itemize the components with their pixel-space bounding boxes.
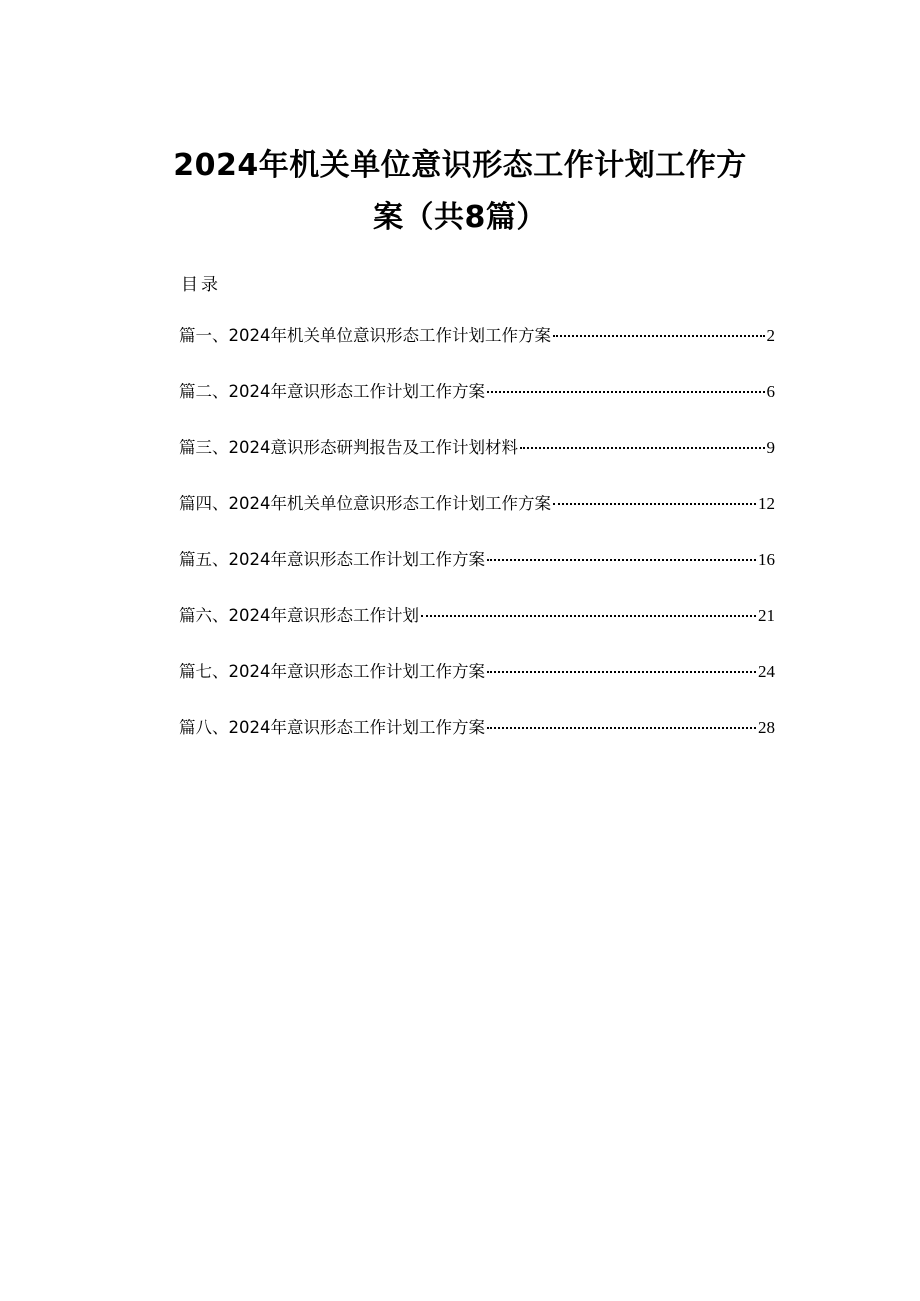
toc-entry-label: 篇一、2024年机关单位意识形态工作计划工作方案: [179, 326, 551, 345]
toc-entry-label: 篇四、2024年机关单位意识形态工作计划工作方案: [179, 494, 551, 513]
toc-leader-dots: [553, 503, 756, 505]
toc-leader-dots: [421, 615, 756, 617]
toc-entry-page: 2: [766, 326, 775, 345]
table-of-contents: [179, 322, 775, 770]
document-title: [140, 140, 780, 244]
toc-entry-label: 篇二、2024年意识形态工作计划工作方案: [179, 382, 485, 401]
title-line-1: 2024年机关单位意识形态工作计划工作方: [173, 148, 747, 183]
toc-leader-dots: [487, 727, 756, 729]
toc-entry-page: 6: [766, 382, 775, 401]
toc-leader-dots: [487, 391, 765, 393]
toc-leader-dots: [520, 447, 765, 449]
toc-leader-dots: [487, 559, 756, 561]
toc-entry-page: 12: [758, 494, 775, 513]
toc-entry-4[interactable]: [179, 490, 775, 546]
toc-entry-page: 21: [758, 606, 775, 625]
toc-entry-label: 篇七、2024年意识形态工作计划工作方案: [179, 662, 485, 681]
toc-entry-page: 9: [766, 438, 775, 457]
toc-entry-label: 篇六、2024年意识形态工作计划: [179, 606, 419, 625]
toc-entry-6[interactable]: [179, 602, 775, 658]
toc-entry-page: 28: [758, 718, 775, 737]
toc-heading: 目录: [181, 275, 221, 295]
toc-leader-dots: [553, 335, 765, 337]
toc-entry-2[interactable]: [179, 378, 775, 434]
toc-entry-label: 篇八、2024年意识形态工作计划工作方案: [179, 718, 485, 737]
toc-entry-1[interactable]: [179, 322, 775, 378]
toc-entry-page: 16: [758, 550, 775, 569]
toc-entry-5[interactable]: [179, 546, 775, 602]
toc-entry-label: 篇五、2024年意识形态工作计划工作方案: [179, 550, 485, 569]
toc-entry-7[interactable]: [179, 658, 775, 714]
toc-leader-dots: [487, 671, 756, 673]
toc-entry-3[interactable]: [179, 434, 775, 490]
title-line-2: 案（共8篇）: [373, 200, 547, 235]
toc-entry-label: 篇三、2024意识形态研判报告及工作计划材料: [179, 438, 518, 457]
toc-entry-8[interactable]: [179, 714, 775, 770]
toc-entry-page: 24: [758, 662, 775, 681]
